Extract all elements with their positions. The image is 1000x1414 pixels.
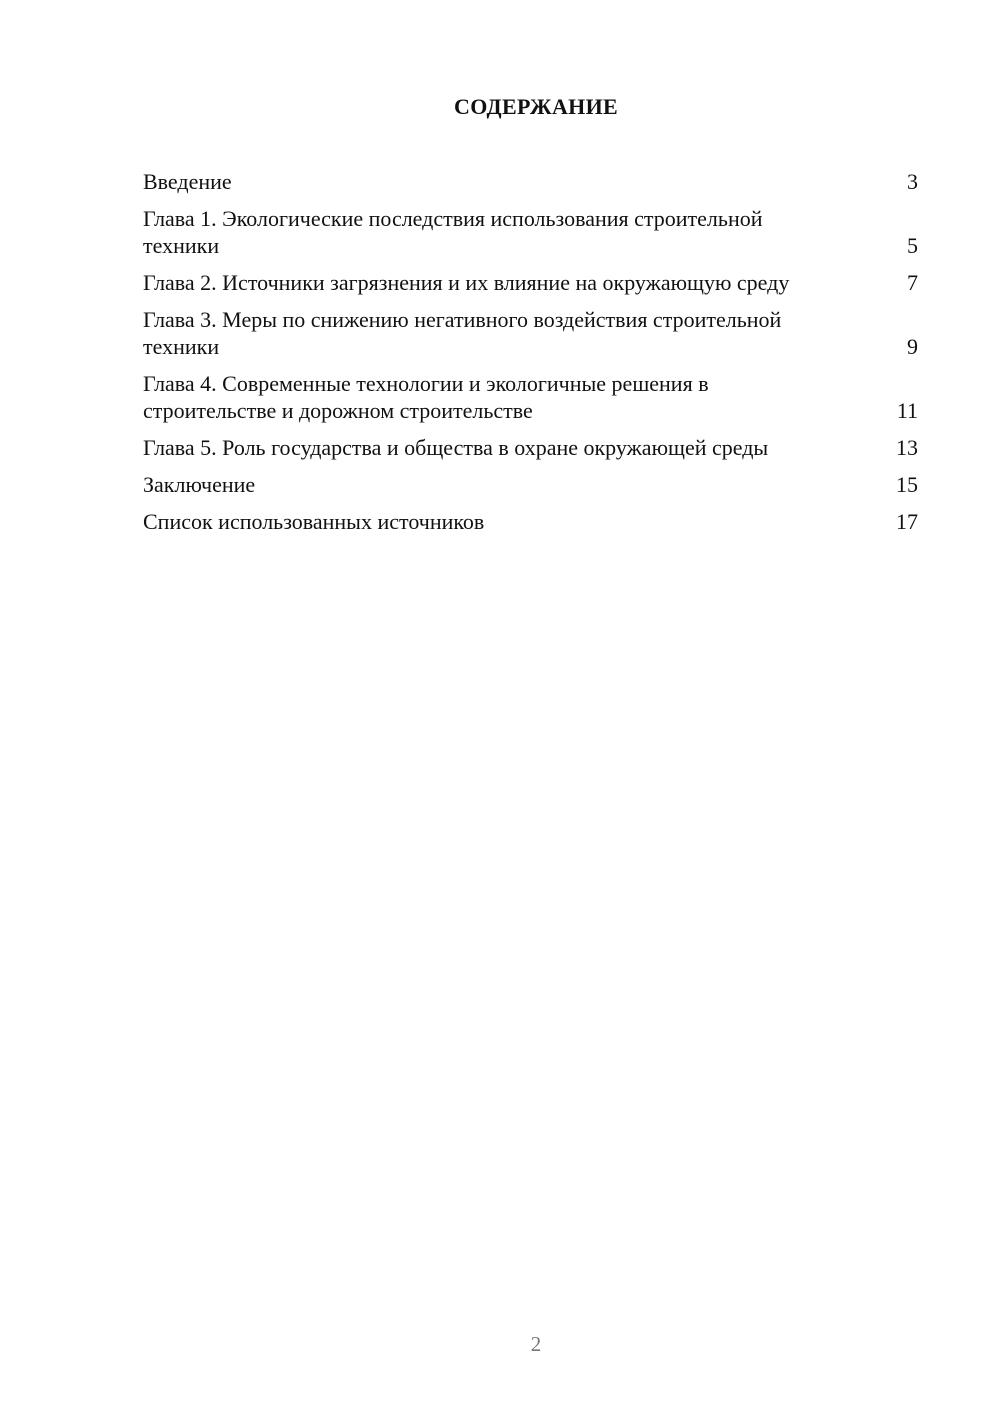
- page-number: 2: [530, 1332, 542, 1356]
- table-of-contents: [143, 168, 918, 545]
- toc-item-text: Глава 2. Источники загрязнения и их влияние на окружающую среду: [143, 270, 790, 295]
- toc-item-text: Глава 1. Экологические последствия использования строительной техники: [143, 206, 763, 258]
- toc-item-chapter-3[interactable]: [143, 306, 918, 360]
- toc-item-text: Введение: [143, 169, 232, 194]
- toc-item-conclusion[interactable]: [143, 471, 918, 498]
- toc-item-text: Заключение: [143, 472, 256, 497]
- toc-item-page: 11: [896, 398, 918, 423]
- toc-item-page: 5: [907, 233, 918, 258]
- toc-item-references[interactable]: [143, 508, 918, 535]
- toc-item-chapter-2[interactable]: [143, 269, 918, 296]
- toc-item-page: 7: [907, 270, 918, 295]
- toc-item-introduction[interactable]: [143, 168, 918, 195]
- toc-item-chapter-5[interactable]: [143, 434, 918, 461]
- toc-item-text: Список использованных источников: [143, 509, 485, 534]
- toc-item-page: 17: [896, 509, 918, 534]
- toc-title: СОДЕРЖАНИЕ: [454, 94, 618, 119]
- toc-item-text: Глава 4. Современные технологии и экологичные решения в строительстве и дорожном строительстве: [143, 371, 709, 423]
- toc-item-chapter-4[interactable]: [143, 370, 918, 424]
- toc-item-text: Глава 3. Меры по снижению негативного воздействия строительной техники: [143, 307, 782, 359]
- toc-item-page: 15: [896, 472, 918, 497]
- toc-item-page: 9: [907, 334, 918, 359]
- toc-item-text: Глава 5. Роль государства и общества в охране окружающей среды: [143, 435, 769, 460]
- toc-item-chapter-1[interactable]: [143, 205, 918, 259]
- toc-item-page: 13: [896, 435, 918, 460]
- toc-item-page: 3: [907, 169, 918, 194]
